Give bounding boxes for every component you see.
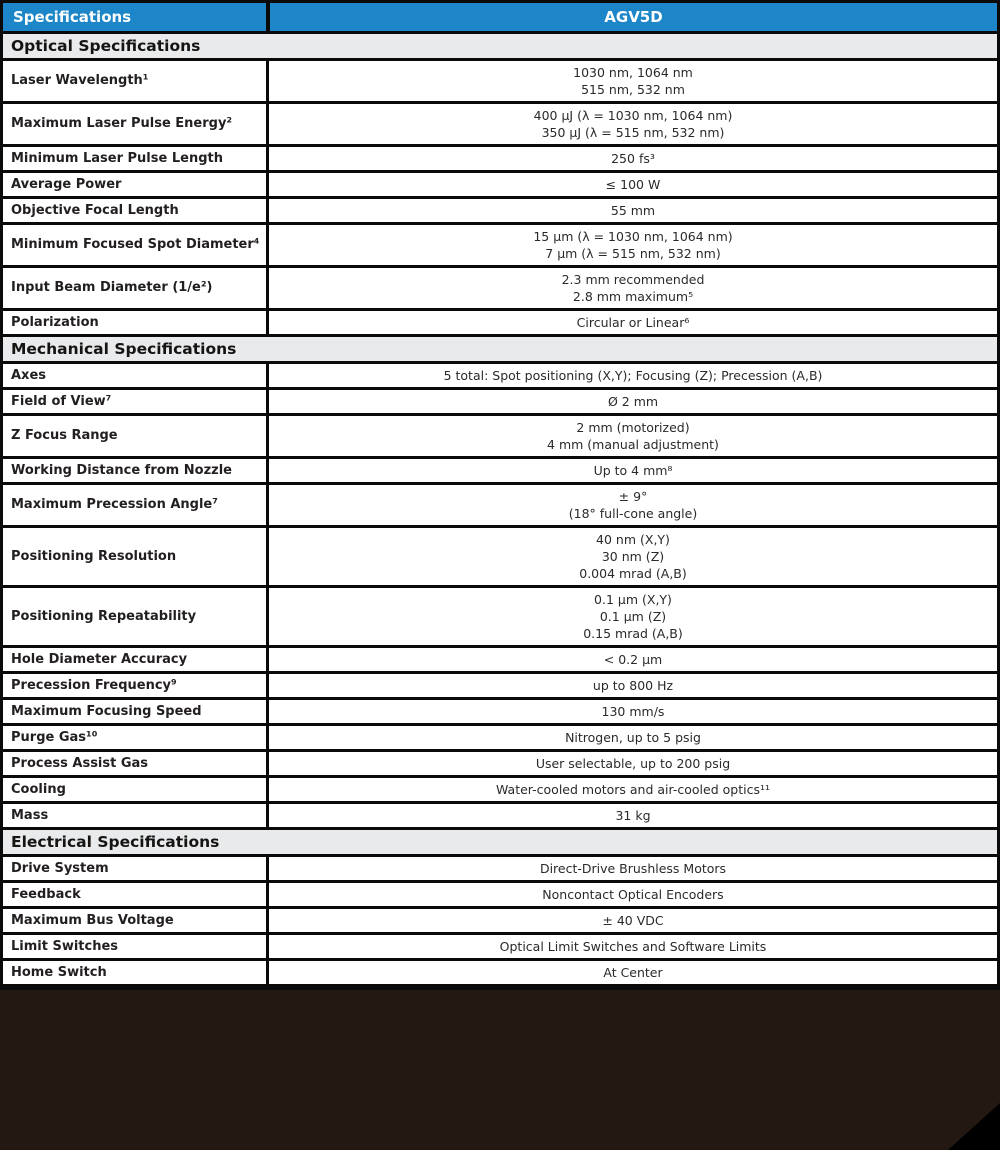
spec-value — [269, 752, 997, 775]
spec-value-line: 4 mm (manual adjustment) — [547, 437, 719, 452]
spec-label: Mass — [3, 804, 266, 827]
spec-value — [269, 199, 997, 222]
spec-label: Feedback — [3, 883, 266, 906]
spec-label: Minimum Focused Spot Diameter⁴ — [3, 225, 266, 265]
spec-label: Limit Switches — [3, 935, 266, 958]
spec-row — [3, 778, 997, 801]
table-header-row — [3, 3, 997, 31]
spec-value-line: 350 µJ (λ = 515 nm, 532 nm) — [541, 125, 725, 140]
spec-value-line: 0.1 µm (X,Y) — [594, 592, 672, 607]
spec-label: Positioning Repeatability — [3, 588, 266, 645]
spec-row — [3, 416, 997, 456]
spec-value-line: 31 kg — [615, 808, 651, 823]
spec-label: Drive System — [3, 857, 266, 880]
spec-label: Z Focus Range — [3, 416, 266, 456]
spec-row — [3, 61, 997, 101]
spec-value-line: ± 9° — [618, 489, 648, 504]
section-header: Mechanical Specifications — [3, 337, 997, 361]
spec-row — [3, 485, 997, 525]
spec-label: Maximum Precession Angle⁷ — [3, 485, 266, 525]
spec-value-line: 2.8 mm maximum⁵ — [572, 289, 694, 304]
spec-row — [3, 459, 997, 482]
spec-row — [3, 588, 997, 645]
spec-row — [3, 961, 997, 984]
spec-value — [269, 311, 997, 334]
spec-row — [3, 857, 997, 880]
spec-row — [3, 935, 997, 958]
header-cell-product: AGV5D — [270, 3, 997, 31]
spec-value-line: 0.004 mrad (A,B) — [579, 566, 687, 581]
spec-row — [3, 364, 997, 387]
spec-value-line: 5 total: Spot positioning (X,Y); Focusing (Z); Precession (A,B) — [443, 368, 823, 383]
spec-row — [3, 648, 997, 671]
spec-value-line: 515 nm, 532 nm — [581, 82, 685, 97]
spec-value — [269, 648, 997, 671]
spec-sections — [3, 34, 997, 987]
spec-value-line: 2 mm (motorized) — [576, 420, 690, 435]
spec-value-line: < 0.2 µm — [603, 652, 663, 667]
spec-value-line: 2.3 mm recommended — [561, 272, 705, 287]
spec-value-line: 7 µm (λ = 515 nm, 532 nm) — [545, 246, 721, 261]
spec-value-line: 250 fs³ — [611, 151, 655, 166]
spec-value — [269, 268, 997, 308]
spec-row — [3, 700, 997, 723]
spec-label: Maximum Focusing Speed — [3, 700, 266, 723]
spec-value-line: (18° full-cone angle) — [568, 506, 698, 521]
spec-value-line: Nitrogen, up to 5 psig — [565, 730, 701, 745]
spec-label: Working Distance from Nozzle — [3, 459, 266, 482]
spec-row — [3, 311, 997, 334]
spec-value-line: Noncontact Optical Encoders — [542, 887, 724, 902]
footer-dark-area — [0, 990, 1000, 1150]
spec-value-line: At Center — [603, 965, 663, 980]
spec-value — [269, 778, 997, 801]
spec-label: Cooling — [3, 778, 266, 801]
spec-row — [3, 528, 997, 585]
spec-value-line: 15 µm (λ = 1030 nm, 1064 nm) — [533, 229, 733, 244]
spec-value — [269, 225, 997, 265]
spec-value — [269, 390, 997, 413]
spec-value-line: User selectable, up to 200 psig — [535, 756, 731, 771]
spec-row — [3, 173, 997, 196]
spec-row — [3, 104, 997, 144]
spec-value — [269, 485, 997, 525]
spec-value — [269, 104, 997, 144]
spec-value-line: 400 µJ (λ = 1030 nm, 1064 nm) — [533, 108, 733, 123]
spec-value — [269, 935, 997, 958]
spec-row — [3, 147, 997, 170]
spec-value — [269, 700, 997, 723]
spec-label: Minimum Laser Pulse Length — [3, 147, 266, 170]
spec-value-line: ± 40 VDC — [602, 913, 664, 928]
spec-value-line: 1030 nm, 1064 nm — [573, 65, 693, 80]
spec-label: Polarization — [3, 311, 266, 334]
spec-value-line: 40 nm (X,Y) — [596, 532, 670, 547]
spec-row — [3, 268, 997, 308]
section-header: Electrical Specifications — [3, 830, 997, 854]
spec-label: Precession Frequency⁹ — [3, 674, 266, 697]
spec-value-line: 30 nm (Z) — [601, 549, 665, 564]
spec-label: Process Assist Gas — [3, 752, 266, 775]
spec-value — [269, 674, 997, 697]
spec-value-line: Water-cooled motors and air-cooled optics¹¹ — [496, 782, 770, 797]
spec-value — [269, 364, 997, 387]
spec-row — [3, 909, 997, 932]
spec-value-line: 130 mm/s — [601, 704, 665, 719]
spec-value — [269, 459, 997, 482]
spec-value-line: 0.1 µm (Z) — [599, 609, 667, 624]
spec-label: Maximum Laser Pulse Energy² — [3, 104, 266, 144]
spec-value-line: 0.15 mrad (A,B) — [583, 626, 683, 641]
spec-value — [269, 857, 997, 880]
spec-label: Home Switch — [3, 961, 266, 984]
spec-label: Average Power — [3, 173, 266, 196]
corner-triangle — [948, 1103, 1000, 1150]
spec-label: Laser Wavelength¹ — [3, 61, 266, 101]
spec-label: Axes — [3, 364, 266, 387]
spec-value-line: ≤ 100 W — [605, 177, 661, 192]
spec-label: Hole Diameter Accuracy — [3, 648, 266, 671]
spec-value — [269, 173, 997, 196]
spec-row — [3, 726, 997, 749]
spec-row — [3, 390, 997, 413]
spec-value-line: Ø 2 mm — [607, 394, 659, 409]
spec-label: Positioning Resolution — [3, 528, 266, 585]
spec-label: Maximum Bus Voltage — [3, 909, 266, 932]
spec-value — [269, 804, 997, 827]
spec-value — [269, 416, 997, 456]
spec-row — [3, 674, 997, 697]
spec-label: Input Beam Diameter (1/e²) — [3, 268, 266, 308]
spec-label: Purge Gas¹⁰ — [3, 726, 266, 749]
spec-value — [269, 909, 997, 932]
spec-value-line: Up to 4 mm⁸ — [593, 463, 673, 478]
spec-value-line: 55 mm — [610, 203, 656, 218]
spec-label: Objective Focal Length — [3, 199, 266, 222]
spec-value — [269, 588, 997, 645]
section-header: Optical Specifications — [3, 34, 997, 58]
spec-value — [269, 528, 997, 585]
spec-row — [3, 752, 997, 775]
spec-label: Field of View⁷ — [3, 390, 266, 413]
spec-row — [3, 804, 997, 827]
spec-value — [269, 726, 997, 749]
spec-value-line: Direct-Drive Brushless Motors — [539, 861, 727, 876]
spec-row — [3, 199, 997, 222]
spec-value — [269, 961, 997, 984]
spec-value-line: Circular or Linear⁶ — [576, 315, 690, 330]
spec-value-line: up to 800 Hz — [592, 678, 674, 693]
spec-value — [269, 883, 997, 906]
spec-value — [269, 61, 997, 101]
spec-row — [3, 883, 997, 906]
header-cell-specifications: Specifications — [3, 3, 266, 31]
spec-value-line: Optical Limit Switches and Software Limits — [499, 939, 767, 954]
spec-row — [3, 225, 997, 265]
spec-value — [269, 147, 997, 170]
